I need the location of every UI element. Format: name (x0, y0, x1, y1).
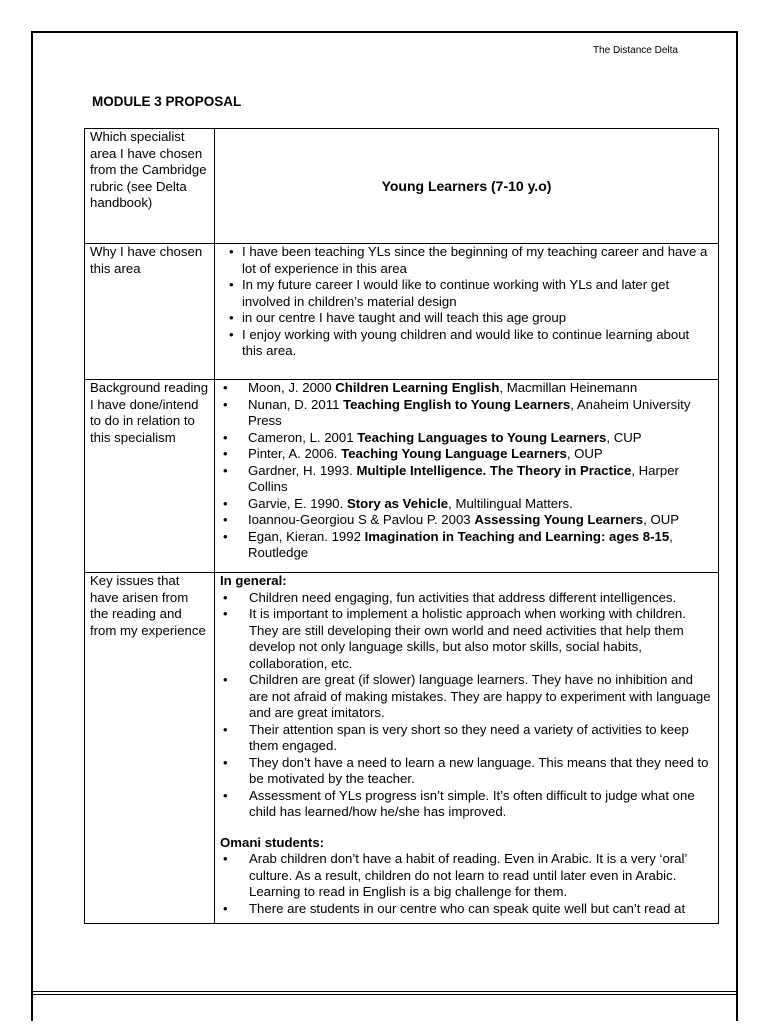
table-row (85, 129, 719, 244)
list-item: • In my future career I would like to continue working with YLs and later get involved in children’s material design (229, 277, 670, 309)
row-label: Why I have chosen this area (85, 244, 215, 380)
table-row (85, 380, 719, 573)
spacer (220, 821, 713, 835)
bullet-icon: • (223, 512, 228, 527)
bullet-icon: • (223, 495, 228, 511)
reference-item: • Moon, J. 2000 Children Learning English, Macmillan Heinemann (223, 380, 638, 395)
bullet-icon: • (223, 900, 228, 916)
bullet-icon: • (223, 396, 228, 412)
bullet-icon: • (229, 244, 234, 259)
row-label: Which specialist area I have chosen from the Cambridge rubric (see Delta handbook) (85, 129, 215, 244)
row-label: Background reading I have done/intend to do in relation to this specialism (85, 380, 215, 573)
reference-item: • Nunan, D. 2011 Teaching English to Young Learners, Anaheim University Press (223, 396, 691, 428)
key-issues-cell (215, 573, 719, 924)
list-item: • Children need engaging, fun activities that address different intelligences. (223, 589, 677, 605)
references-list (220, 380, 713, 562)
list-item: • They don’t have a need to learn a new language. This means that they need to be motivated by the teacher. (223, 754, 709, 786)
bullet-icon: • (223, 787, 228, 803)
bullet-icon: • (223, 462, 228, 478)
page-title: MODULE 3 PROPOSAL (92, 94, 242, 109)
page-border-bottom (31, 991, 738, 995)
bullet-icon: • (223, 589, 228, 605)
bullet-icon: • (223, 606, 228, 621)
references-cell (215, 380, 719, 573)
list-item: • There are students in our centre who can speak quite well but can’t read at (223, 900, 686, 916)
list-item: • Children are great (if slower) language learners. They have no inhibition and are not afraid of making mistakes. They are happy to experiment with language and are great imitators. (223, 672, 711, 720)
reference-item: • Egan, Kieran. 1992 Imagination in Teaching and Learning: ages 8-15, Routledge (223, 528, 673, 560)
list-item: • Arab children don’t have a habit of reading. Even in Arabic. It is a very ‘oral’ culture. As a result, children do not learn to read until later even in Arabic. Learning to read in English is a big challenge for them. (223, 851, 687, 899)
bullet-icon: • (223, 429, 228, 445)
list-item: • I have been teaching YLs since the beginning of my teaching career and have a lot of experience in this area (229, 244, 708, 276)
reference-item: • Ioannou-Georgiou S & Pavlou P. 2003 Assessing Young Learners, OUP (223, 512, 680, 527)
bullet-icon: • (223, 380, 228, 395)
omani-issues-list (220, 851, 713, 917)
specialist-area: Young Learners (7-10 y.o) (215, 129, 719, 244)
list-item: • It is important to implement a holistic approach when working with children. They are still developing their own world and need activities that help them develop not only language skills, but also motor skills, social habits, collaboration, etc. (223, 606, 686, 671)
bullet-icon: • (229, 326, 234, 342)
list-item: • I enjoy working with young children and would like to continue learning about this area. (229, 326, 690, 358)
bullet-icon: • (223, 446, 228, 461)
reference-item: • Gardner, H. 1993. Multiple Intelligence. The Theory in Practice, Harper Collins (223, 462, 679, 494)
bullet-icon: • (223, 754, 228, 770)
table-row (85, 573, 719, 924)
list-item: • in our centre I have taught and will teach this age group (229, 310, 567, 325)
section-heading: In general: (220, 573, 287, 588)
list-item: • Assessment of YLs progress isn’t simple. It’s often difficult to judge what one child has learned/how he/she has improved. (223, 787, 695, 819)
table-row (85, 244, 719, 380)
reference-item: • Cameron, L. 2001 Teaching Languages to Young Learners, CUP (223, 429, 642, 445)
row-label: Key issues that have arisen from the reading and from my experience (85, 573, 215, 924)
list-item: • Their attention span is very short so they need a variety of activities to keep them engaged. (223, 721, 689, 753)
bullet-icon: • (229, 277, 234, 292)
bullet-icon: • (229, 310, 234, 325)
reasons-list (220, 244, 713, 360)
bullet-icon: • (223, 528, 228, 544)
section-heading: Omani students: (220, 834, 325, 850)
header-title: The Distance Delta (592, 45, 678, 56)
reference-item: • Garvie, E. 1990. Story as Vehicle, Multilingual Matters. (223, 495, 573, 511)
reference-item: • Pinter, A. 2006. Teaching Young Language Learners, OUP (223, 446, 603, 461)
general-issues-list (220, 590, 713, 821)
proposal-table (84, 128, 719, 924)
bullet-icon: • (223, 672, 228, 687)
bullet-icon: • (223, 851, 228, 866)
bullet-icon: • (223, 721, 228, 737)
reasons-cell (215, 244, 719, 380)
